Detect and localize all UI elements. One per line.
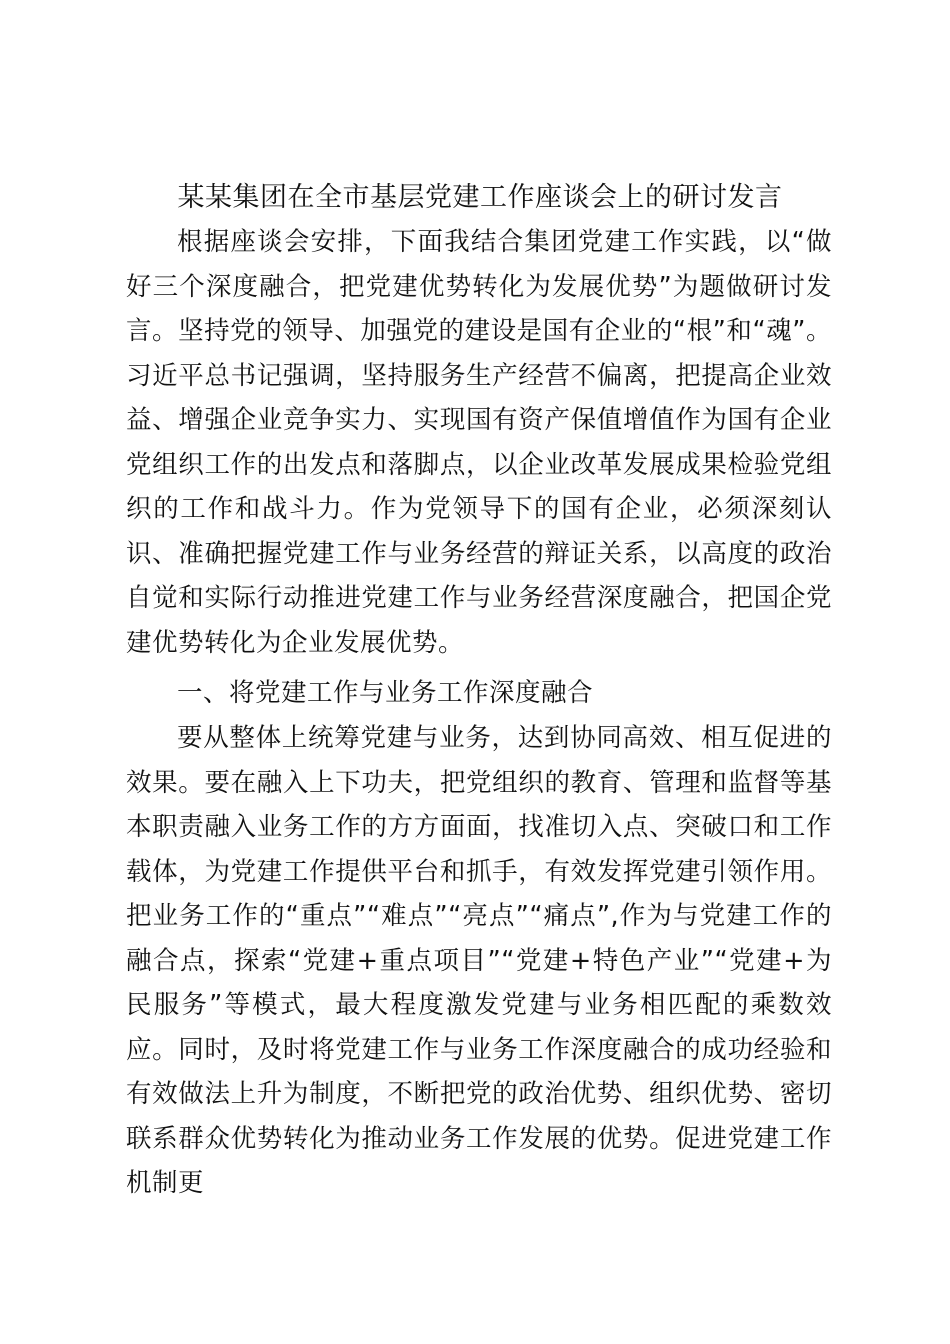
- section-1-heading: 一、将党建工作与业务工作深度融合: [177, 678, 594, 708]
- section-1-body: [126, 716, 832, 1206]
- intro-section: [126, 220, 832, 665]
- section-1-paragraph: 要从整体上统筹党建与业务，达到协同高效、相互促进的效果。要在融入上下功夫，把党组织的教育、管理和监督等基本职责融入业务工作的方方面面，找准切入点、突破口和工作载体，为党建工作提供平台和抓手，有效发挥党建引领作用。把业务工作的“重点”“难点”“亮点”“痛点”,作为与党建工作的融合点，探索“党建+重点项目”“党建+特色产业”“党建+为民服务”等模式，最大程度激发党建与业务相匹配的乘数效应。同时，及时将党建工作与业务工作深度融合的成功经验和有效做法上升为制度，不断把党的政治优势、组织优势、密切联系群众优势转化为推动业务工作发展的优势。促进党建工作机制更: [126, 723, 832, 1198]
- document-title: 某某集团在全市基层党建工作座谈会上的研讨发言: [177, 182, 783, 213]
- intro-paragraph: 根据座谈会安排，下面我结合集团党建工作实践，以“做好三个深度融合，把党建优势转化为发展优势”为题做研讨发言。坚持党的领导、加强党的建设是国有企业的“根”和“魂”。习近平总书记强调，坚持服务生产经营不偏离，把提高企业效益、增强企业竞争实力、实现国有资产保值增值作为国有企业党组织工作的出发点和落脚点，以企业改革发展成果检验党组织的工作和战斗力。作为党领导下的国有企业，必须深刻认识、准确把握党建工作与业务经营的辩证关系，以高度的政治自觉和实际行动推进党建工作与业务经营深度融合，把国企党建优势转化为企业发展优势。: [126, 227, 832, 658]
